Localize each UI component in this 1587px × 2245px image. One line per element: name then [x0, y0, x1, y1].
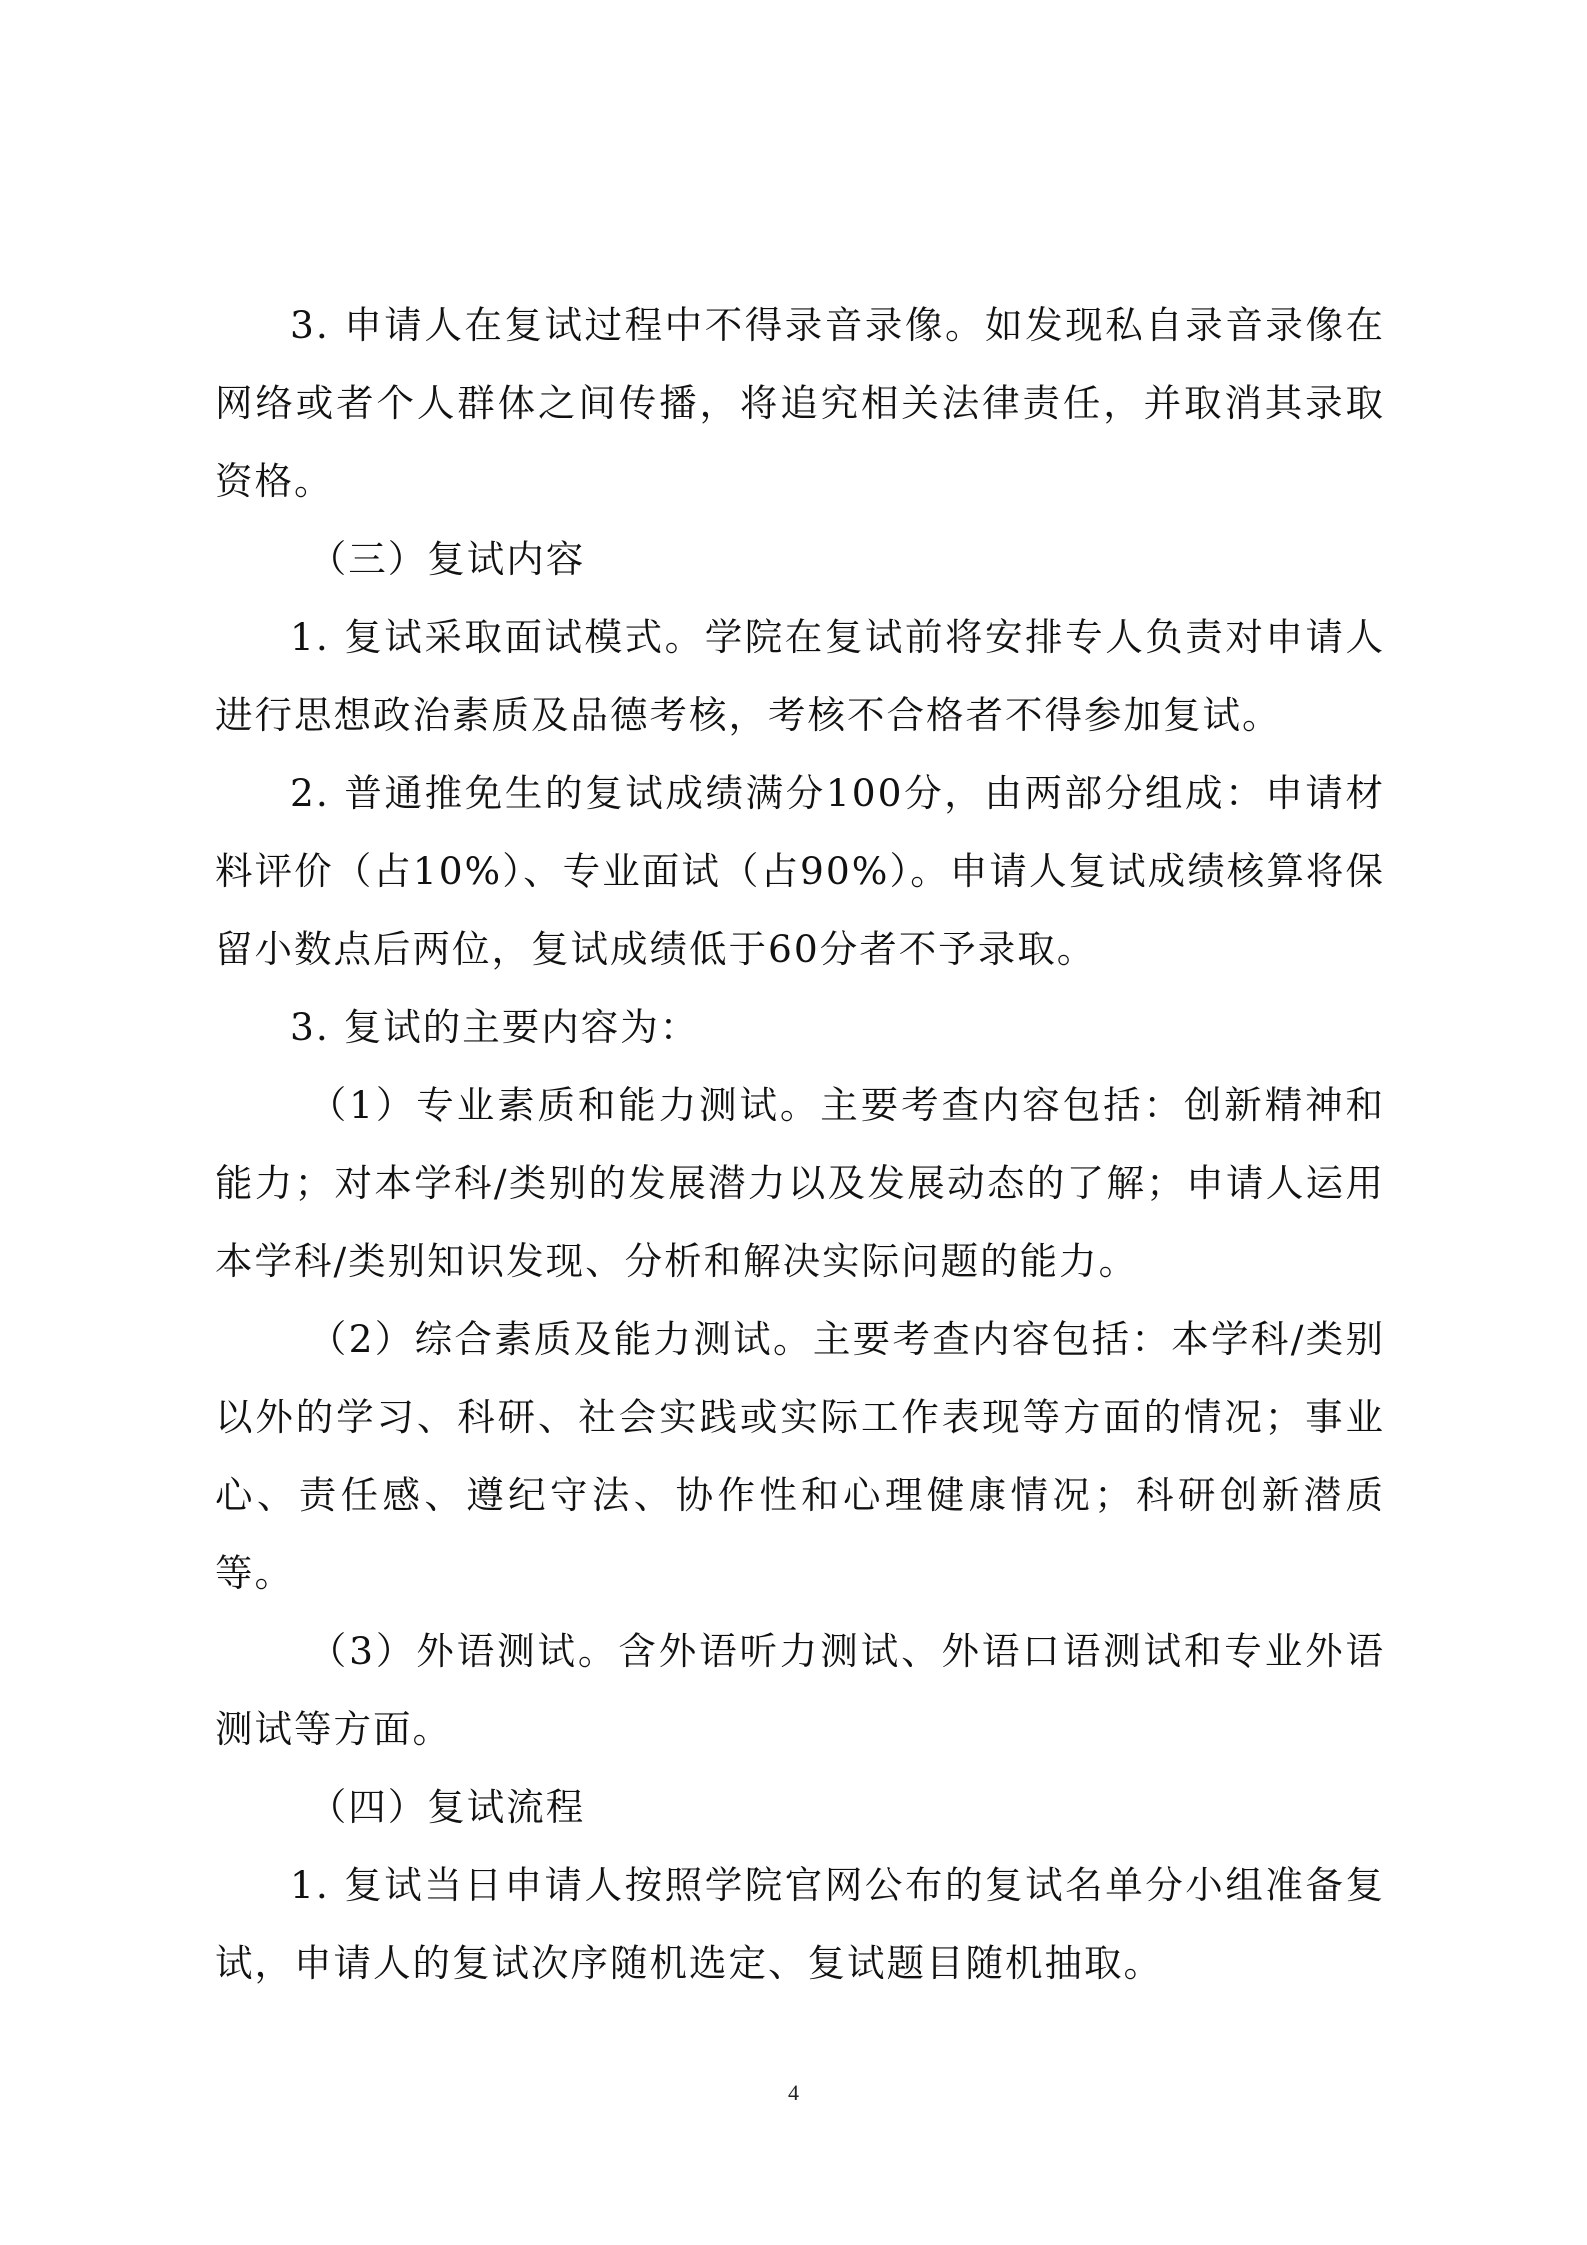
paragraph-interview-mode: 1. 复试采取面试模式。学院在复试前将安排专人负责对申请人进行思想政治素质及品德考核，考核不合格者不得参加复试。 [215, 615, 1385, 737]
paragraph-comprehensive-test: （2）综合素质及能力测试。主要考查内容包括：本学科/类别以外的学习、科研、社会实践或实际工作表现等方面的情况；事业心、责任感、遵纪守法、协作性和心理健康情况；科研创新潜质等。 [215, 1317, 1385, 1595]
paragraph-recording-prohibited: 3. 申请人在复试过程中不得录音录像。如发现私自录音录像在网络或者个人群体之间传播，将追究相关法律责任，并取消其录取资格。 [215, 303, 1385, 503]
paragraph-retest-day-procedure: 1. 复试当日申请人按照学院官网公布的复试名单分小组准备复试，申请人的复试次序随机选定、复试题目随机抽取。 [215, 1863, 1385, 1985]
document-body [215, 286, 1385, 2002]
section-heading-retest-content: （三）复试内容 [308, 537, 586, 581]
page-number: 4 [788, 2080, 799, 2105]
paragraph-professional-test: （1）专业素质和能力测试。主要考查内容包括：创新精神和能力；对本学科/类别的发展潜力以及发展动态的了解；申请人运用本学科/类别知识发现、分析和解决实际问题的能力。 [215, 1083, 1385, 1283]
section-heading-retest-process: （四）复试流程 [308, 1785, 586, 1829]
paragraph-main-contents-intro: 3. 复试的主要内容为： [290, 1005, 700, 1049]
paragraph-score-composition: 2. 普通推免生的复试成绩满分100分，由两部分组成：申请材料评价（占10%）、专业面试（占90%）。申请人复试成绩核算将保留小数点后两位，复试成绩低于60分者不予录取。 [215, 771, 1385, 971]
paragraph-foreign-language-test: （3）外语测试。含外语听力测试、外语口语测试和专业外语测试等方面。 [215, 1629, 1385, 1751]
